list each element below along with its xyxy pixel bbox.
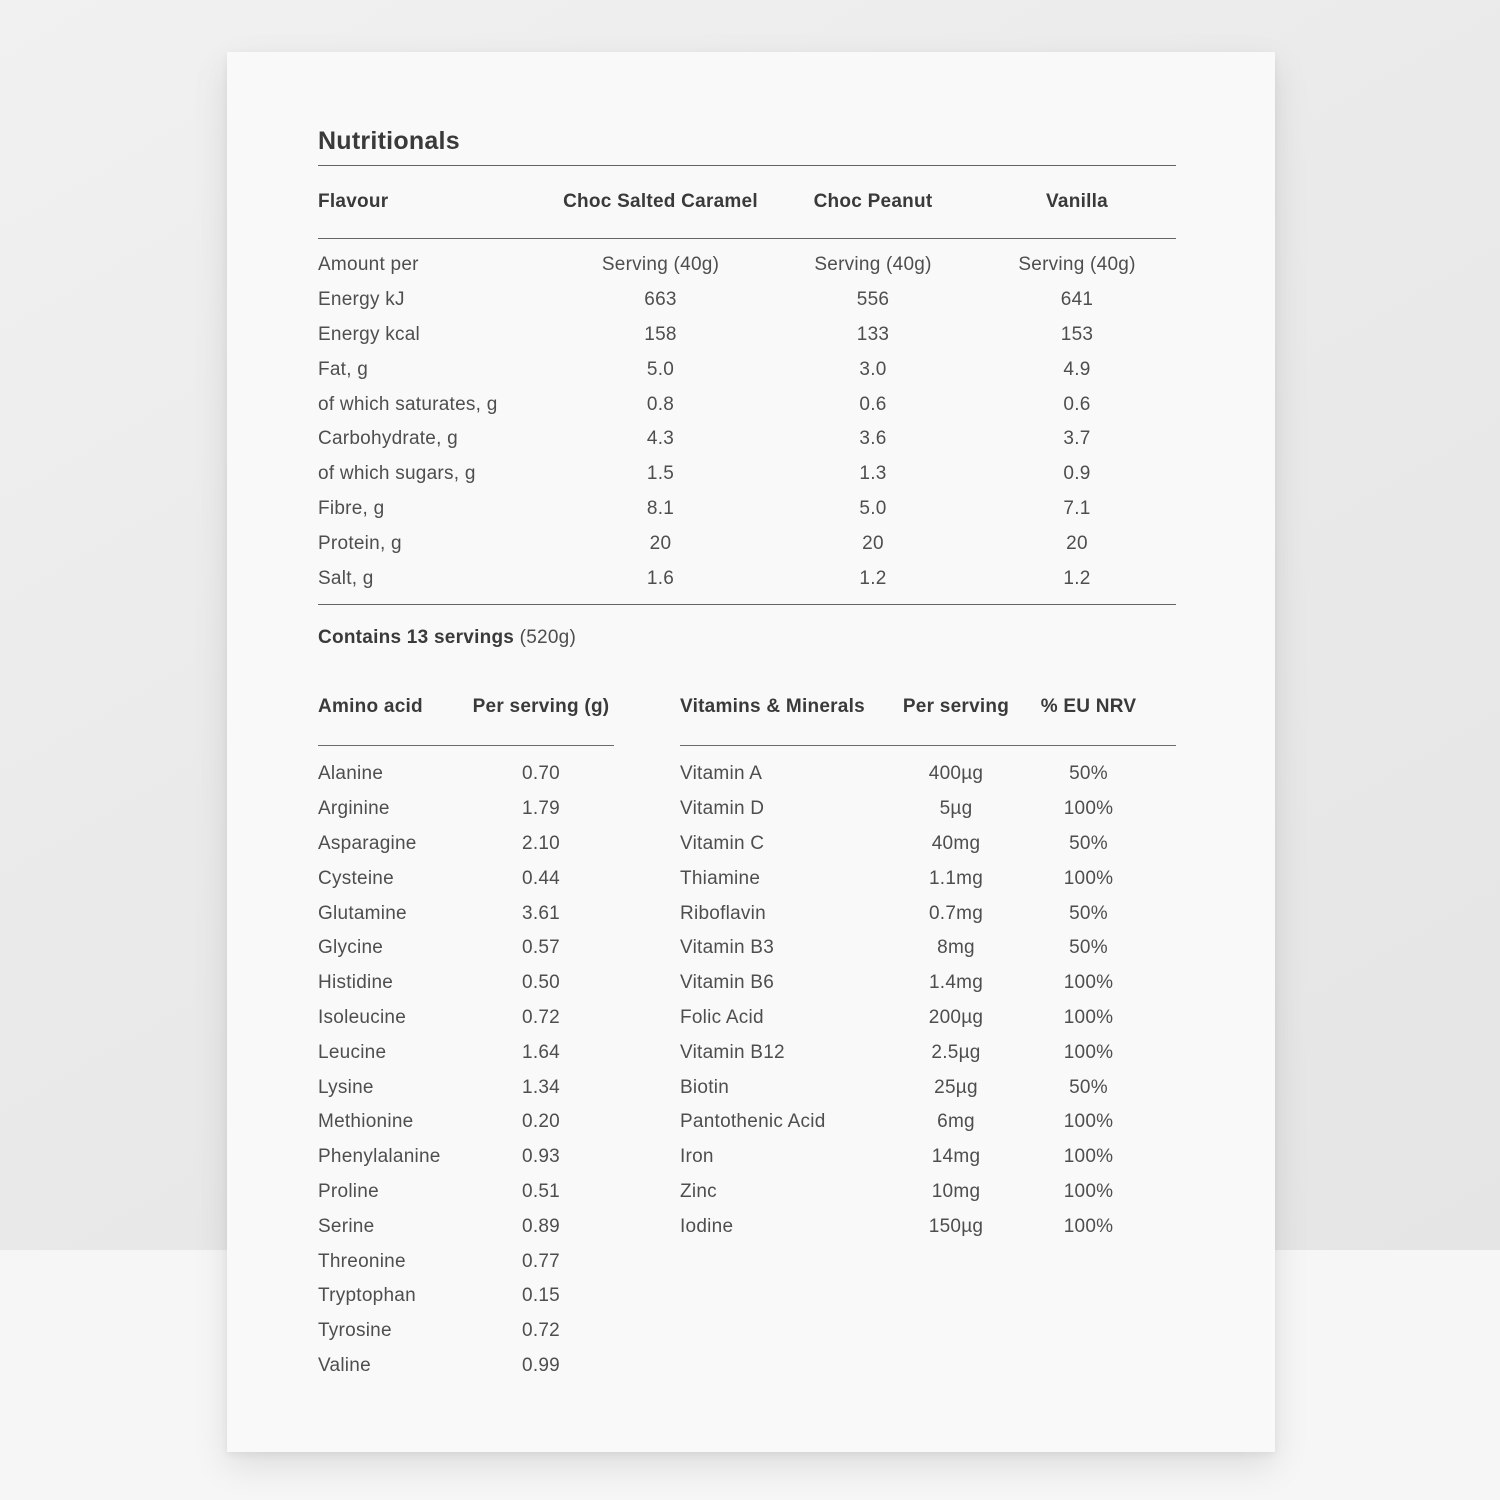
nutrition-table-row — [318, 457, 1176, 492]
amino-acid-name: Threonine — [318, 1250, 406, 1272]
nutrition-value-choc-salted-caramel: 0.8 — [646, 393, 675, 415]
nutrition-value-vanilla: 7.1 — [1063, 497, 1091, 519]
vitamins-row — [680, 1209, 1176, 1244]
vitamin-name: Pantothenic Acid — [680, 1111, 826, 1133]
vitamin-nrv-value: 100% — [1063, 1041, 1114, 1063]
nutrition-value-choc-peanut: 556 — [856, 289, 890, 311]
nutrition-value-choc-peanut: 20 — [862, 532, 884, 554]
vitamins-minerals-table — [680, 694, 1176, 1383]
nutrition-table-row — [318, 492, 1176, 527]
nutrition-value-choc-peanut: Serving (40g) — [814, 254, 932, 276]
vitamins-row — [680, 931, 1176, 966]
amino-acid-value: 2.10 — [522, 832, 560, 854]
amino-acid-name: Cysteine — [318, 867, 394, 889]
nutrition-table — [318, 239, 1176, 605]
amino-acid-value: 0.99 — [522, 1354, 560, 1376]
amino-acid-header-per-serving: Per serving (g) — [472, 695, 610, 717]
vitamin-name: Riboflavin — [680, 902, 766, 924]
amino-acid-name: Asparagine — [318, 832, 417, 854]
nutrition-value-choc-peanut: 5.0 — [859, 497, 887, 519]
vitamin-name: Folic Acid — [680, 1006, 764, 1028]
vitamin-per-serving-value: 10mg — [931, 1180, 981, 1202]
nutrition-row-label: Amount per — [318, 254, 419, 276]
detail-tables — [318, 694, 1176, 1383]
amino-acid-row — [318, 931, 614, 966]
servings-weight-text: (520g) — [519, 626, 577, 648]
nutrition-value-choc-peanut: 133 — [856, 323, 890, 345]
nutrition-table-row — [318, 422, 1176, 457]
vitamins-row — [680, 966, 1176, 1001]
amino-acid-row — [318, 1175, 614, 1210]
amino-acid-value: 0.89 — [522, 1215, 560, 1237]
nutrition-value-choc-salted-caramel: 663 — [644, 289, 677, 311]
vitamin-per-serving-value: 0.7mg — [928, 902, 984, 924]
nutrition-row-label: of which sugars, g — [318, 463, 476, 485]
nutrition-table-row — [318, 561, 1176, 596]
vitamin-per-serving-value: 40mg — [931, 832, 981, 854]
vitamin-nrv-value: 100% — [1063, 1180, 1114, 1202]
vitamins-header-name: Vitamins & Minerals — [680, 695, 865, 717]
amino-acid-row — [318, 827, 614, 862]
nutrition-value-choc-peanut: 0.6 — [859, 393, 887, 415]
vitamin-name: Zinc — [680, 1180, 717, 1202]
vitamins-header-per-serving: Per serving — [902, 695, 1010, 717]
nutrition-table-row — [318, 318, 1176, 353]
nutrition-value-vanilla: 0.9 — [1063, 463, 1091, 485]
amino-acid-row — [318, 1244, 614, 1279]
amino-acid-value: 1.64 — [522, 1041, 560, 1063]
amino-acid-row — [318, 1035, 614, 1070]
vitamin-name: Vitamin B3 — [680, 937, 775, 959]
vitamin-per-serving-value: 1.4mg — [928, 972, 984, 994]
amino-acid-name: Tryptophan — [318, 1285, 416, 1307]
amino-acid-name: Tyrosine — [318, 1320, 392, 1342]
flavour-column-choc-peanut: Choc Peanut — [813, 191, 933, 212]
amino-acid-value: 0.70 — [522, 763, 560, 785]
amino-acid-row — [318, 1070, 614, 1105]
amino-acid-row — [318, 1349, 614, 1384]
nutrition-table-row — [318, 526, 1176, 561]
amino-acid-name: Proline — [318, 1180, 379, 1202]
vitamins-row — [680, 1175, 1176, 1210]
flavour-column-choc-salted-caramel: Choc Salted Caramel — [563, 191, 758, 212]
vitamins-table-body — [680, 746, 1176, 1244]
nutrition-value-vanilla: 1.2 — [1063, 567, 1091, 589]
vitamin-name: Vitamin D — [680, 798, 765, 820]
amino-acid-value: 0.50 — [522, 972, 560, 994]
vitamin-name: Vitamin A — [680, 763, 763, 785]
amino-acid-name: Histidine — [318, 972, 394, 994]
nutrition-row-label: Energy kcal — [318, 323, 421, 345]
nutrition-value-choc-peanut: 3.0 — [859, 358, 887, 380]
vitamins-header-row — [680, 694, 1176, 746]
nutrition-table-row — [318, 283, 1176, 318]
vitamins-row — [680, 1105, 1176, 1140]
amino-acid-value: 0.57 — [522, 937, 560, 959]
nutrition-value-choc-salted-caramel: 20 — [649, 532, 672, 554]
amino-acid-header-row — [318, 694, 614, 746]
nutrition-value-choc-salted-caramel: 1.6 — [646, 567, 675, 589]
amino-acid-value: 1.79 — [522, 798, 560, 820]
vitamins-row — [680, 792, 1176, 827]
nutrition-value-choc-peanut: 3.6 — [859, 428, 887, 450]
nutrition-value-choc-salted-caramel: 158 — [644, 323, 677, 345]
vitamins-row — [680, 1035, 1176, 1070]
amino-acid-row — [318, 1001, 614, 1036]
amino-acid-name: Isoleucine — [318, 1006, 407, 1028]
amino-acid-row — [318, 1279, 614, 1314]
vitamin-name: Vitamin B12 — [680, 1041, 785, 1063]
amino-acid-name: Serine — [318, 1215, 375, 1237]
servings-count-text: Contains 13 servings — [318, 626, 515, 648]
vitamin-nrv-value: 100% — [1063, 1111, 1114, 1133]
nutrition-value-choc-peanut: 1.2 — [859, 567, 887, 589]
vitamin-per-serving-value: 6mg — [937, 1111, 975, 1133]
vitamin-nrv-value: 100% — [1063, 1006, 1114, 1028]
amino-acid-value: 0.20 — [522, 1111, 560, 1133]
nutrition-value-choc-salted-caramel: Serving (40g) — [601, 254, 720, 276]
vitamin-per-serving-value: 8mg — [937, 937, 975, 959]
nutrition-value-choc-peanut: 1.3 — [859, 463, 887, 485]
amino-acid-name: Alanine — [318, 763, 384, 785]
vitamin-nrv-value: 100% — [1063, 1146, 1114, 1168]
nutrition-value-vanilla: 4.9 — [1063, 358, 1091, 380]
vitamins-row — [680, 757, 1176, 792]
nutrition-value-vanilla: 3.7 — [1063, 428, 1091, 450]
vitamin-name: Biotin — [680, 1076, 730, 1098]
nutritionals-card — [227, 52, 1275, 1452]
vitamin-per-serving-value: 25µg — [934, 1076, 978, 1098]
amino-acid-row — [318, 1105, 614, 1140]
amino-acid-name: Valine — [318, 1354, 371, 1376]
amino-acid-row — [318, 861, 614, 896]
vitamin-name: Iodine — [680, 1215, 734, 1237]
amino-acid-header-name: Amino acid — [318, 695, 423, 717]
amino-acid-name: Leucine — [318, 1041, 387, 1063]
nutrition-row-label: Salt, g — [318, 567, 374, 589]
nutrition-table-row — [318, 248, 1176, 283]
page-title: Nutritionals — [318, 127, 460, 155]
amino-acid-value: 0.72 — [522, 1320, 560, 1342]
vitamin-nrv-value: 100% — [1063, 972, 1114, 994]
nutrition-value-choc-salted-caramel: 4.3 — [646, 428, 675, 450]
vitamin-nrv-value: 50% — [1069, 832, 1108, 854]
amino-acid-table — [318, 694, 614, 1383]
nutrition-table-row — [318, 387, 1176, 422]
nutrition-value-vanilla: 20 — [1066, 532, 1088, 554]
amino-acid-value: 0.51 — [522, 1180, 560, 1202]
nutrition-row-label: Carbohydrate, g — [318, 428, 458, 450]
amino-acid-row — [318, 896, 614, 931]
vitamin-per-serving-value: 2.5µg — [931, 1041, 981, 1063]
amino-acid-name: Arginine — [318, 798, 390, 820]
vitamin-name: Vitamin B6 — [680, 972, 775, 994]
amino-acid-name: Glutamine — [318, 902, 407, 924]
nutrition-value-choc-salted-caramel: 1.5 — [646, 463, 675, 485]
vitamin-per-serving-value: 400µg — [928, 763, 984, 785]
amino-acid-name: Phenylalanine — [318, 1146, 441, 1168]
amino-acid-value: 3.61 — [522, 902, 560, 924]
nutrition-row-label: Protein, g — [318, 532, 402, 554]
vitamins-row — [680, 1001, 1176, 1036]
vitamin-nrv-value: 50% — [1069, 902, 1108, 924]
vitamin-per-serving-value: 1.1mg — [928, 867, 984, 889]
amino-acid-row — [318, 757, 614, 792]
vitamin-name: Thiamine — [680, 867, 761, 889]
vitamin-nrv-value: 100% — [1063, 867, 1114, 889]
flavour-header-label: Flavour — [318, 191, 389, 212]
vitamin-per-serving-value: 14mg — [931, 1146, 981, 1168]
vitamin-nrv-value: 100% — [1063, 798, 1114, 820]
vitamin-per-serving-value: 200µg — [928, 1006, 984, 1028]
nutrition-row-label: Fibre, g — [318, 497, 385, 519]
amino-acid-name: Glycine — [318, 937, 384, 959]
amino-acid-value: 0.44 — [522, 867, 560, 889]
nutrition-value-choc-salted-caramel: 5.0 — [646, 358, 675, 380]
vitamin-per-serving-value: 5µg — [939, 798, 973, 820]
vitamin-name: Vitamin C — [680, 832, 765, 854]
vitamin-nrv-value: 100% — [1063, 1215, 1114, 1237]
vitamin-name: Iron — [680, 1146, 714, 1168]
nutrition-row-label: of which saturates, g — [318, 393, 498, 415]
vitamin-nrv-value: 50% — [1069, 763, 1108, 785]
vitamins-row — [680, 1140, 1176, 1175]
nutrition-value-vanilla: 153 — [1060, 323, 1094, 345]
flavour-column-vanilla: Vanilla — [1046, 191, 1108, 212]
nutrition-value-choc-salted-caramel: 8.1 — [646, 497, 675, 519]
vitamins-row — [680, 861, 1176, 896]
vitamin-per-serving-value: 150µg — [928, 1215, 984, 1237]
amino-acid-row — [318, 1209, 614, 1244]
nutrition-value-vanilla: 0.6 — [1063, 393, 1091, 415]
amino-acid-value: 1.34 — [522, 1076, 560, 1098]
amino-acid-row — [318, 792, 614, 827]
nutrition-value-vanilla: 641 — [1060, 289, 1094, 311]
amino-acid-value: 0.15 — [522, 1285, 560, 1307]
amino-acid-name: Methionine — [318, 1111, 414, 1133]
vitamin-nrv-value: 50% — [1069, 1076, 1108, 1098]
amino-acid-name: Lysine — [318, 1076, 374, 1098]
amino-acid-value: 0.93 — [522, 1146, 560, 1168]
amino-acid-row — [318, 1314, 614, 1349]
nutrition-row-label: Energy kJ — [318, 289, 405, 311]
amino-acid-value: 0.72 — [522, 1006, 560, 1028]
amino-acid-value: 0.77 — [522, 1250, 560, 1272]
vitamins-row — [680, 827, 1176, 862]
vitamins-header-nrv: % EU NRV — [1040, 695, 1137, 717]
nutrition-row-label: Fat, g — [318, 358, 369, 380]
nutrition-value-vanilla: Serving (40g) — [1018, 254, 1136, 276]
amino-acid-row — [318, 966, 614, 1001]
amino-acid-row — [318, 1140, 614, 1175]
servings-note — [318, 626, 1176, 650]
vitamins-row — [680, 896, 1176, 931]
amino-acid-table-body — [318, 746, 614, 1383]
flavour-header-row — [318, 166, 1176, 239]
vitamins-row — [680, 1070, 1176, 1105]
nutrition-table-row — [318, 352, 1176, 387]
vitamin-nrv-value: 50% — [1069, 937, 1108, 959]
